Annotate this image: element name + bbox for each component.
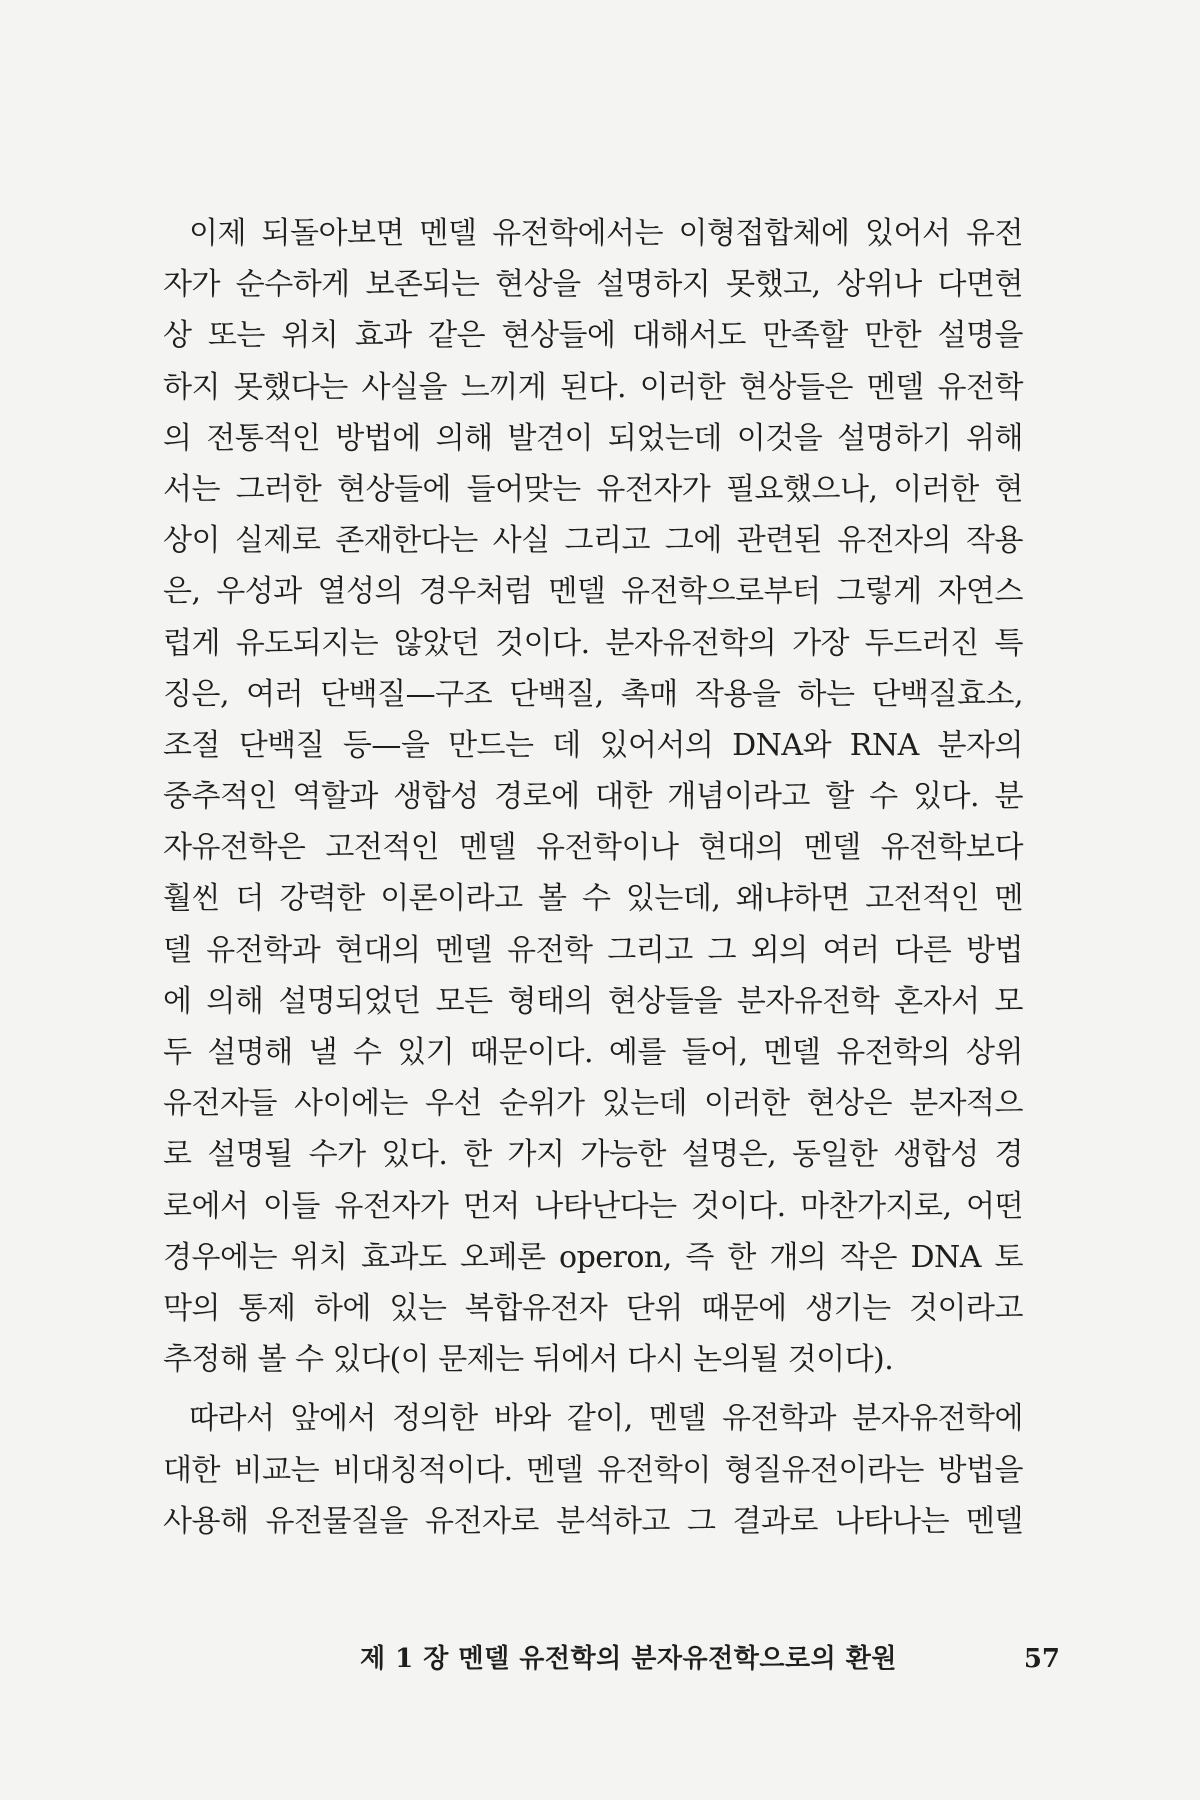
text-line: 중추적인 역할과 생합성 경로에 대한 개념이라고 할 수 있다. 분 xyxy=(163,779,1023,815)
text-line: 하지 못했다는 사실을 느끼게 된다. 이러한 현상들은 멘델 유전학 xyxy=(163,369,1023,405)
text-line: 은, 우성과 열성의 경우처럼 멘델 유전학으로부터 그렇게 자연스 xyxy=(163,574,1023,610)
page-footer xyxy=(360,1638,1060,1675)
text-line: 자가 순수하게 보존되는 현상을 설명하지 못했고, 상위나 다면현 xyxy=(163,267,1023,303)
body-text xyxy=(163,208,1023,1547)
text-line: 훨씬 더 강력한 이론이라고 볼 수 있는데, 왜냐하면 고전적인 멘 xyxy=(163,881,1023,917)
paragraph-2 xyxy=(163,1393,1023,1547)
text-line: 로 설명될 수가 있다. 한 가지 가능한 설명은, 동일한 생합성 경 xyxy=(163,1137,1023,1173)
text-line: 서는 그러한 현상들에 들어맞는 유전자가 필요했으나, 이러한 현 xyxy=(163,471,1023,507)
text-line: 두 설명해 낼 수 있기 때문이다. 예를 들어, 멘델 유전학의 상위 xyxy=(163,1035,1023,1070)
text-line: 럽게 유도되지는 않았던 것이다. 분자유전학의 가장 두드러진 특 xyxy=(163,625,1023,661)
text-line: 로에서 이들 유전자가 먼저 나타난다는 것이다. 마찬가지로, 어떤 xyxy=(163,1188,1023,1224)
text-line: 징은, 여러 단백질—구조 단백질, 촉매 작용을 하는 단백질효소, xyxy=(163,676,1023,712)
running-head: 제 1 장 멘델 유전학의 분자유전학으로의 환원 xyxy=(360,1644,897,1674)
page-number: 57 xyxy=(1023,1644,1060,1674)
text-line: 추정해 볼 수 있다(이 문제는 뒤에서 다시 논의될 것이다). xyxy=(163,1342,894,1378)
paragraph-1 xyxy=(163,208,1023,1385)
text-line: 유전자들 사이에는 우선 순위가 있는데 이러한 현상은 분자적으 xyxy=(163,1086,1023,1122)
paragraph-gap xyxy=(163,1385,1023,1393)
text-line: 델 유전학과 현대의 멘델 유전학 그리고 그 외의 여러 다른 방법 xyxy=(163,932,1023,968)
text-line: 상 또는 위치 효과 같은 현상들에 대해서도 만족할 만한 설명을 xyxy=(163,318,1023,354)
text-line: 자유전학은 고전적인 멘델 유전학이나 현대의 멘델 유전학보다 xyxy=(163,830,1023,866)
text-line: 에 의해 설명되었던 모든 형태의 현상들을 분자유전학 혼자서 모 xyxy=(163,983,1023,1019)
text-line: 따라서 앞에서 정의한 바와 같이, 멘델 유전학과 분자유전학에 xyxy=(189,1401,1023,1437)
text-line: 대한 비교는 비대칭적이다. 멘델 유전학이 형질유전이라는 방법을 xyxy=(163,1452,1023,1488)
text-line: 이제 되돌아보면 멘델 유전학에서는 이형접합체에 있어서 유전 xyxy=(189,216,1023,251)
text-line: 경우에는 위치 효과도 오페론 operon, 즉 한 개의 작은 DNA 토 xyxy=(163,1239,1023,1275)
text-line: 상이 실제로 존재한다는 사실 그리고 그에 관련된 유전자의 작용 xyxy=(163,523,1023,559)
text-line: 의 전통적인 방법에 의해 발견이 되었는데 이것을 설명하기 위해 xyxy=(163,420,1023,456)
text-line: 조절 단백질 등—을 만드는 데 있어서의 DNA와 RNA 분자의 xyxy=(163,727,1023,763)
text-line: 막의 통제 하에 있는 복합유전자 단위 때문에 생기는 것이라고 xyxy=(163,1290,1023,1326)
text-line: 사용해 유전물질을 유전자로 분석하고 그 결과로 나타나는 멘델 xyxy=(163,1503,1023,1539)
